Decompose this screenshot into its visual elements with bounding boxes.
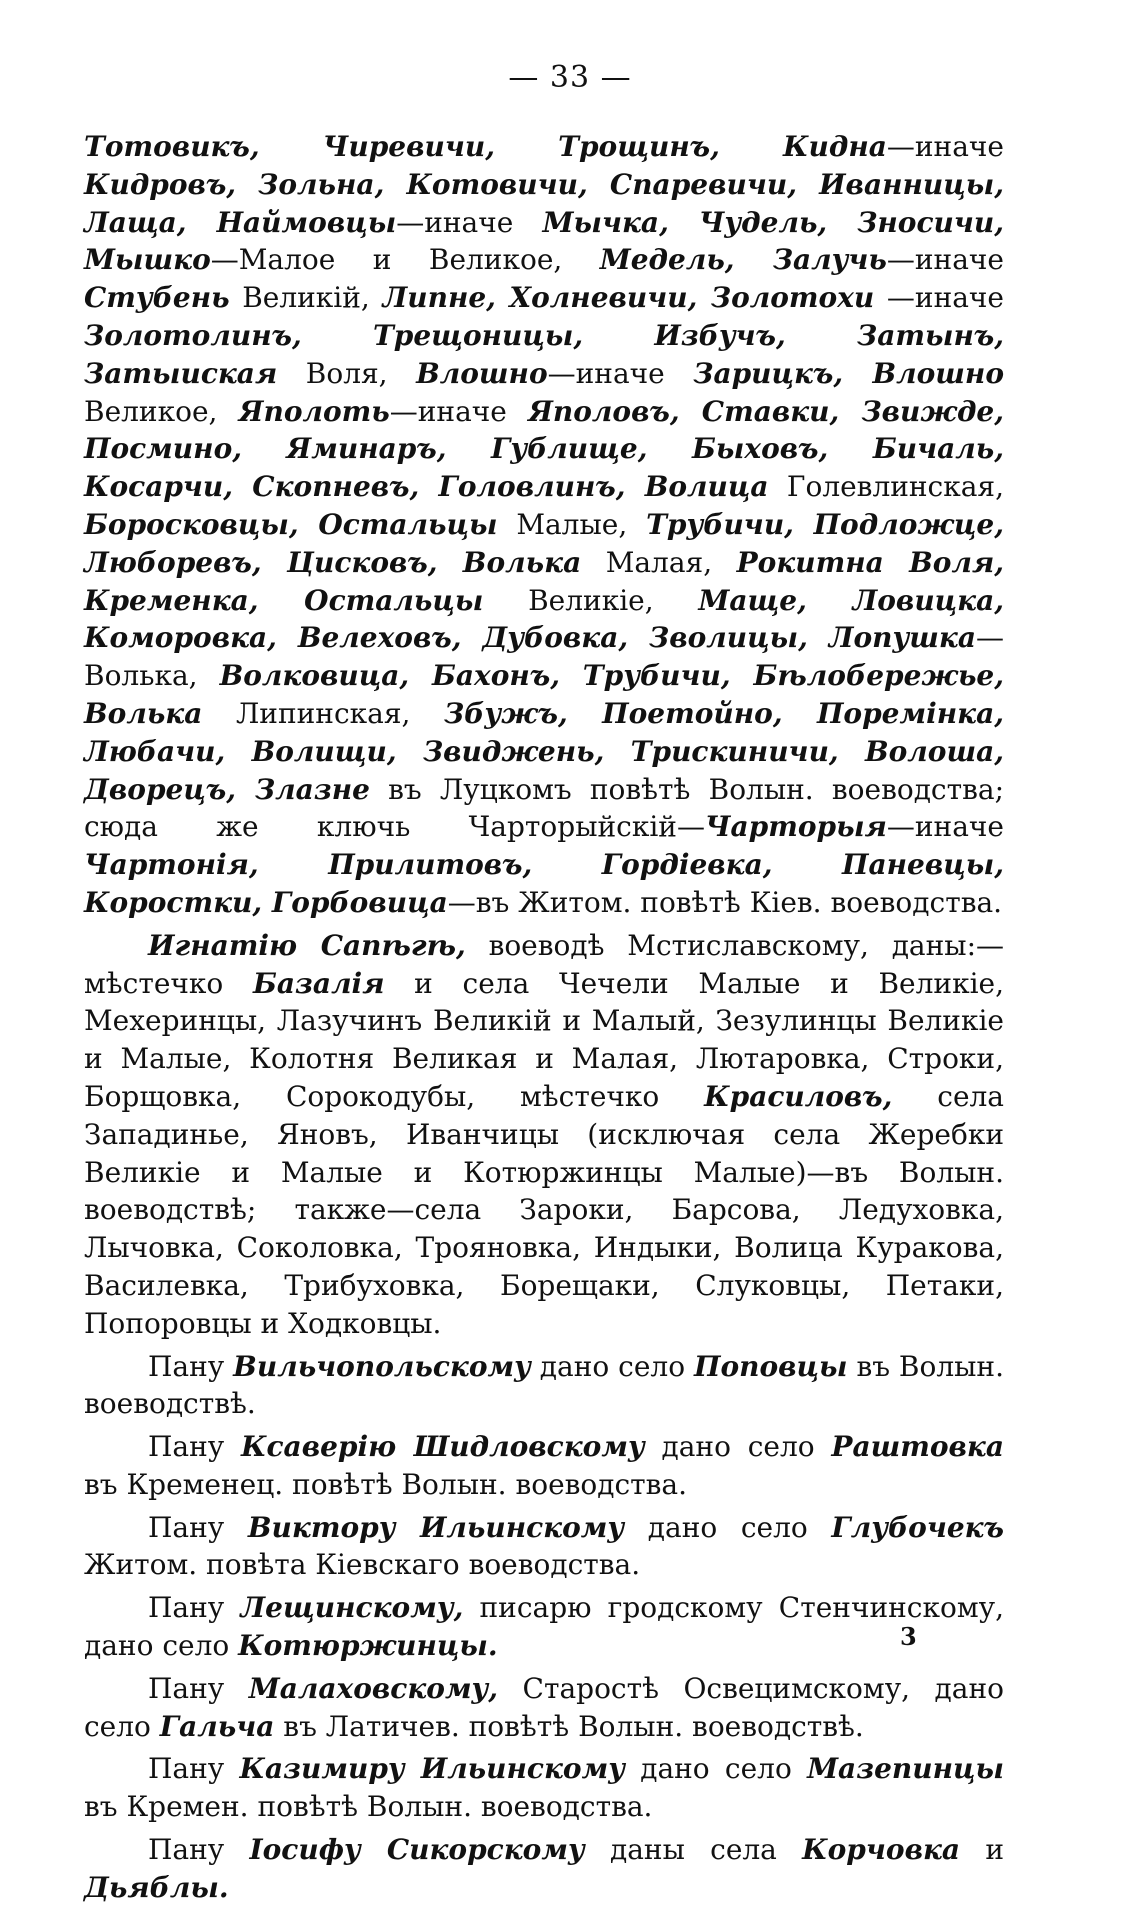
italic-run: Малаховскому, <box>248 1671 499 1705</box>
paragraph <box>84 1750 1004 1826</box>
text-run: воеводѣ Мстиславскому, даны:—мѣстечко <box>84 928 1005 1000</box>
italic-run: Вильчопольскому <box>233 1349 531 1383</box>
italic-run: Липне, Холневичи, Золотохи <box>382 281 875 315</box>
italic-run: Мычка, Чудель, Зносичи, Мышко <box>84 205 1004 277</box>
italic-run: Рокитна Воля, Кременка, Остальцы <box>84 545 1004 617</box>
text-run: и <box>960 1833 1004 1867</box>
paragraph <box>84 1831 1004 1907</box>
italic-run: Маще, Ловицка, Коморовка, Велеховъ, Дубовка, Зволицы, Лопушка <box>84 583 1004 655</box>
text-run: въ Кремен. повѣтѣ Волын. воеводства. <box>84 1790 653 1824</box>
text-run: даны села <box>584 1833 803 1867</box>
text-run: въ Волын. воеводствѣ. <box>84 1349 1004 1421</box>
paragraph <box>84 1428 1004 1504</box>
italic-run: Корчовка <box>802 1833 961 1867</box>
text-run: села Западинье, Яновъ, Иванчицы (исключая села Жеребки Великіе и Малые и Котюржинцы Малые)—въ Волын. воеводствѣ; также—села Зароки, Барсова, Ледуховка, Лычовка, Соколовка, Трояновка, Индыки, Волица Куракова, Василевка, Трибуховка, Борещаки, Слуковцы, Петаки, Попоровцы и Ходковцы. <box>84 1079 1004 1340</box>
italic-run: Базалія <box>252 966 385 1000</box>
text-run: Пану <box>148 1833 250 1867</box>
italic-run: Красиловъ, <box>704 1079 893 1113</box>
document-body <box>84 128 1004 1907</box>
text-run: Малые, <box>497 507 647 541</box>
text-run: —иначе <box>886 243 1004 277</box>
text-run: Воля, <box>277 356 417 390</box>
italic-run: Игнатію Сапѣгѣ, <box>148 928 466 962</box>
italic-run: Зарицкъ, Влошно <box>693 356 1004 390</box>
italic-run: Збужъ, Поетойно, Поремінка, Любачи, Волищи, Звиджень, Трискиничи, Волоша, Дворецъ, Злазне <box>84 696 1004 806</box>
text-run: Липинская, <box>202 696 444 730</box>
text-run: писарю гродскому Стенчинскому, дано село <box>84 1591 1004 1663</box>
paragraph <box>84 1589 1004 1665</box>
text-run: —Волька, <box>84 621 1004 693</box>
text-run: Великое, <box>84 394 239 428</box>
paragraph <box>84 1670 1004 1746</box>
italic-run: Яполоть <box>238 394 390 428</box>
text-run: Голевлинская, <box>768 470 1004 504</box>
italic-run: Гальча <box>159 1709 275 1743</box>
italic-run: Кидровъ, Зольна, Котовичи, Спаревичи, Иванницы, Лаща, Наймовцы <box>84 167 1004 239</box>
text-run: —иначе <box>886 130 1004 163</box>
text-run: дано село <box>624 1510 832 1544</box>
text-run: Пану <box>148 1671 249 1705</box>
italic-run: Медель, Залучь <box>599 243 887 277</box>
italic-run: Чартонія, Прилитовъ, Гордіевка, Паневцы, Коростки, Горбовица <box>84 848 1004 919</box>
text-run: въ Латичев. повѣтѣ Волын. воеводствѣ. <box>274 1709 864 1743</box>
text-run: дано село <box>530 1349 694 1383</box>
text-run: дано село <box>644 1430 832 1464</box>
italic-run: Мазепинцы <box>807 1752 1004 1786</box>
italic-run: Іосифу Сикорскому <box>249 1833 585 1867</box>
text-run: Пану <box>148 1752 240 1786</box>
italic-run: Раштовка <box>831 1430 1004 1464</box>
italic-run: Казимиру Ильинскому <box>239 1752 625 1786</box>
text-run: и села Чечели Малые и Великіе, Мехеринцы, Лазучинъ Великій и Малый, Зезулинцы Великіе и Малые, Колотня Великая и Малая, Лютаровка, Строки, Борщовка, Сорокодубы, мѣстечко <box>84 966 1004 1113</box>
italic-run: Лещинскому, <box>240 1591 464 1625</box>
paragraph <box>84 927 1004 1343</box>
italic-run: Поповцы <box>693 1349 848 1383</box>
text-run: Пану <box>148 1510 248 1544</box>
italic-run: Котюржинцы. <box>238 1629 498 1663</box>
text-run: —иначе <box>396 205 543 239</box>
text-run: Великій, <box>229 281 383 315</box>
italic-run: Дьяблы. <box>84 1870 229 1904</box>
text-run: —иначе <box>886 810 1004 844</box>
text-run: въ Луцкомъ повѣтѣ Волын. воеводства; сюда же ключь Чарторыйскій— <box>84 772 1004 844</box>
text-run: Великіе, <box>483 583 699 617</box>
text-run: —въ Житом. повѣтѣ Кіев. воеводства. <box>447 885 1003 919</box>
text-run: Старостѣ Освецимскому, дано село <box>84 1671 1004 1743</box>
italic-run: Чарторыя <box>704 810 887 844</box>
paragraph <box>84 1348 1004 1424</box>
italic-run: Стубень <box>84 281 230 315</box>
italic-run: Глубочекъ <box>831 1510 1004 1544</box>
italic-run: Трубичи, Подложце, Люборевъ, Цисковъ, Волька <box>84 507 1004 579</box>
text-run: Пану <box>148 1349 234 1383</box>
italic-run: Золотолинъ, Трещоницы, Избучъ, Затынъ, Затыиская <box>84 318 1004 390</box>
text-run: Житом. повѣта Кіевскаго воеводства. <box>84 1548 641 1582</box>
text-run: —Малое и Великое, <box>210 243 600 277</box>
italic-run: Боросковцы, Остальцы <box>84 507 498 541</box>
signature-mark: 3 <box>900 1622 917 1651</box>
paragraph <box>84 1509 1004 1585</box>
text-run: —иначе <box>874 281 1004 315</box>
text-run: Пану <box>148 1430 242 1464</box>
italic-run: Влошно <box>416 356 548 390</box>
text-run: Пану <box>148 1591 241 1625</box>
text-run: —иначе <box>547 356 694 390</box>
text-run: Малая, <box>581 545 737 579</box>
italic-run: Виктору Ильинскому <box>247 1510 625 1544</box>
text-run: —иначе <box>389 394 529 428</box>
text-run: въ Кременец. повѣтѣ Волын. воеводства. <box>84 1467 688 1501</box>
italic-run: Ксаверію Шидловскому <box>241 1430 645 1464</box>
text-run: дано село <box>624 1752 808 1786</box>
italic-run: Яполовъ, Ставки, Звижде, Посмино, Яминаръ, Гублище, Быховъ, Бичаль, Косарчи, Скопневъ, Головлинъ, Волица <box>84 394 1004 504</box>
italic-run: Тотовикъ, Чиревичи, Трощинъ, Кидна <box>84 130 887 163</box>
page-number: — 33 — <box>508 60 632 95</box>
italic-run: Волковица, Бахонъ, Трубичи, Бѣлобережье, Волька <box>84 659 1004 730</box>
paragraph <box>84 128 1004 922</box>
